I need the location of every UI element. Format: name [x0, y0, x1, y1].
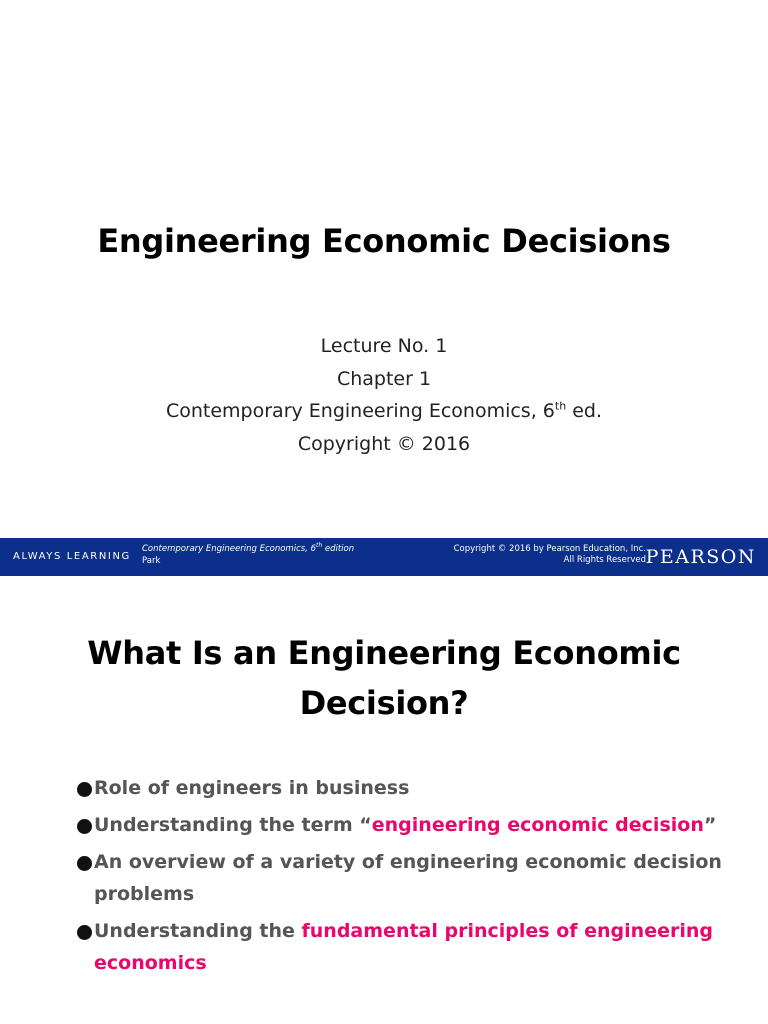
bullet-dot-icon	[77, 856, 92, 871]
bullet-item	[0, 846, 768, 910]
footer-copyright-line1: Copyright © 2016 by Pearson Education, Inc.	[453, 544, 646, 554]
book-title-text: Contemporary Engineering Economics, 6	[165, 400, 555, 422]
slide-subtitle	[0, 330, 768, 460]
slide-heading-line2: Decision?	[299, 684, 469, 722]
slide-heading	[0, 628, 768, 728]
bullet-dot-icon	[77, 782, 92, 797]
bullet-text: Understanding the	[94, 920, 302, 942]
footer-edition-text: edition	[322, 544, 355, 554]
chapter-number: Chapter 1	[336, 367, 432, 390]
footer-tagline: ALWAYS LEARNING	[13, 551, 131, 562]
footer-book-text: Contemporary Engineering Economics, 6	[142, 544, 316, 554]
pearson-logo: PEARSON	[645, 546, 756, 568]
bullet-text: An overview of a variety of engineering economic decision problems	[94, 851, 722, 905]
content-slide	[0, 576, 768, 1024]
bullet-dot-icon	[77, 819, 92, 834]
slide-title: Engineering Economic Decisions	[97, 222, 671, 260]
bullet-text: Understanding the term “	[94, 814, 372, 836]
footer-edition-suffix: th	[315, 542, 323, 550]
slide-heading-line1: What Is an Engineering Economic	[87, 634, 681, 672]
book-edition-text: ed.	[566, 400, 603, 422]
bullet-highlight: fundamental principles of engineering economics	[94, 920, 713, 974]
bullet-item	[0, 809, 768, 841]
bullet-list	[0, 772, 768, 984]
bullet-text-end: ”	[703, 814, 717, 836]
lecture-number: Lecture No. 1	[320, 335, 448, 357]
copyright-line: Copyright © 2016	[297, 432, 471, 455]
bullet-dot-icon	[77, 925, 92, 940]
footer-book-title	[142, 544, 354, 555]
bullet-item	[0, 772, 768, 804]
footer-bar	[0, 538, 768, 576]
footer-copyright	[454, 544, 646, 566]
bullet-item	[0, 915, 768, 979]
footer-author: Park	[142, 556, 161, 566]
book-title	[0, 395, 768, 428]
book-edition-suffix: th	[554, 399, 567, 413]
bullet-text: Role of engineers in business	[94, 777, 410, 799]
footer-copyright-line2: All Rights Reserved	[563, 555, 646, 565]
bullet-highlight: engineering economic decision	[371, 814, 704, 836]
